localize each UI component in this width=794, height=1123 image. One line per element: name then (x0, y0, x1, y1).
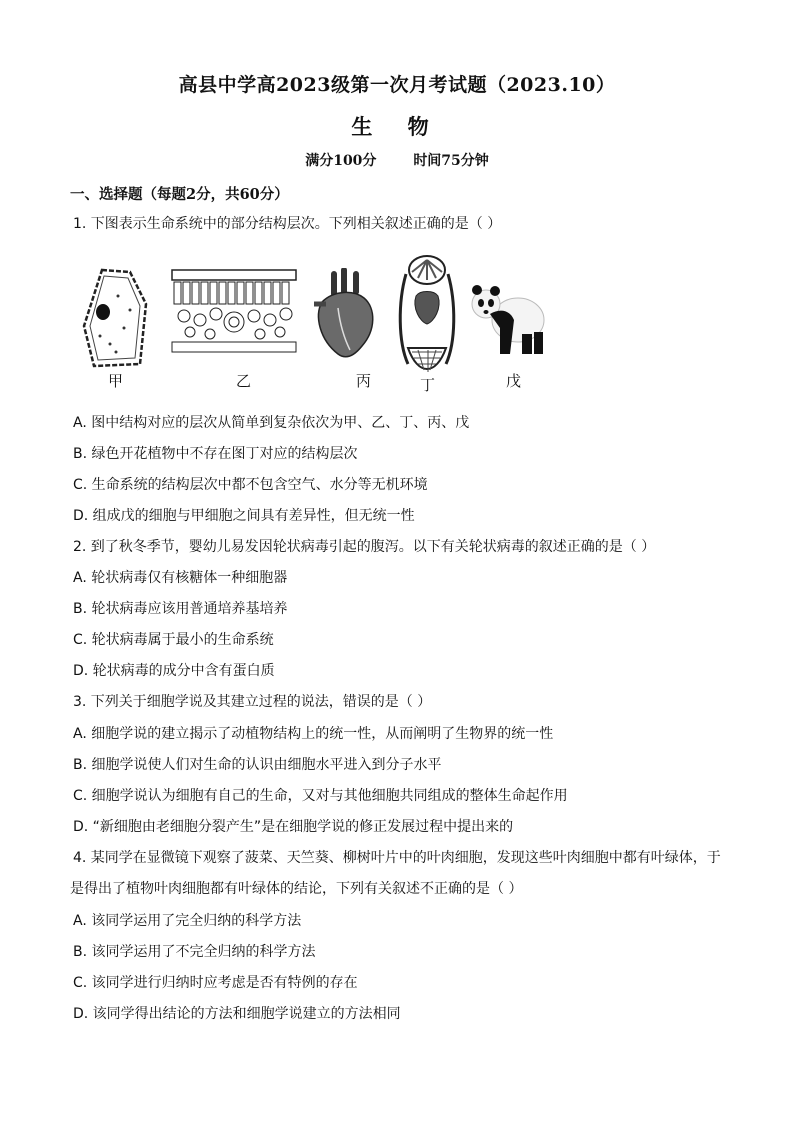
question-1-option-a: A. 图中结构对应的层次从简单到复杂依次为甲、乙、丁、丙、戊 (73, 415, 470, 431)
panda-icon (470, 278, 550, 358)
question-4-option-b: B. 该同学运用了不完全归纳的科学方法 (73, 944, 316, 960)
question-4-stem-line-2: 是得出了植物叶肉细胞都有叶绿体的结论，下列有关叙述不正确的是（ ） (70, 881, 523, 897)
question-2-option-a: A. 轮状病毒仅有核糖体一种细胞器 (73, 570, 288, 586)
structure-levels-figure (80, 252, 560, 394)
question-4-stem-line-1: 4. 某同学在显微镜下观察了菠菜、天竺葵、柳树叶片中的叶肉细胞，发现这些叶肉细胞中都有叶绿体，于 (73, 850, 721, 866)
question-4-option-d: D. 该同学得出结论的方法和细胞学说建立的方法相同 (73, 1006, 401, 1022)
figure-label-yi: 乙 (236, 372, 252, 390)
plant-cell-icon (80, 266, 150, 370)
question-3-option-c: C. 细胞学说认为细胞有自己的生命，又对与其他细胞共同组成的整体生命起作用 (73, 788, 568, 804)
figure-label-bing: 丙 (356, 372, 372, 390)
question-1-stem: 1. 下图表示生命系统中的部分结构层次。下列相关叙述正确的是（ ） (73, 216, 502, 232)
question-2-option-d: D. 轮状病毒的成分中含有蛋白质 (73, 663, 275, 679)
circulatory-system-icon (398, 252, 456, 382)
figure-label-jia: 甲 (108, 372, 124, 390)
heart-icon (310, 268, 382, 364)
score-time-line (0, 150, 794, 170)
question-3-stem: 3. 下列关于细胞学说及其建立过程的说法，错误的是（ ） (73, 694, 432, 710)
figure-label-ding: 丁 (420, 376, 436, 394)
question-1-option-b: B. 绿色开花植物中不存在图丁对应的结构层次 (73, 446, 358, 462)
question-2-option-c: C. 轮状病毒属于最小的生命系统 (73, 632, 274, 648)
question-1-option-d: D. 组成戊的细胞与甲细胞之间具有差异性，但无统一性 (73, 508, 415, 524)
question-3-option-a: A. 细胞学说的建立揭示了动植物结构上的统一性，从而阐明了生物界的统一性 (73, 726, 554, 742)
question-3-option-b: B. 细胞学说使人们对生命的认识由细胞水平进入到分子水平 (73, 757, 442, 773)
full-score: 满分100分 (305, 153, 377, 169)
subject-title: 生 物 (351, 114, 443, 139)
question-4-option-c: C. 该同学进行归纳时应考虑是否有特例的存在 (73, 975, 358, 991)
question-4-option-a: A. 该同学运用了完全归纳的科学方法 (73, 913, 302, 929)
exam-time: 时间75分钟 (413, 153, 489, 169)
question-1-option-c: C. 生命系统的结构层次中都不包含空气、水分等无机环境 (73, 477, 428, 493)
question-2-stem: 2. 到了秋冬季节，婴幼儿易发因轮状病毒引起的腹泻。以下有关轮状病毒的叙述正确的是（ ） (73, 539, 656, 555)
figure-label-wu: 戊 (506, 372, 522, 390)
leaf-tissue-icon (170, 268, 298, 356)
exam-title: 高县中学高2023级第一次月考试题（2023.10） (178, 74, 616, 96)
question-2-option-b: B. 轮状病毒应该用普通培养基培养 (73, 601, 288, 617)
question-3-option-d: D. “新细胞由老细胞分裂产生”是在细胞学说的修正发展过程中提出来的 (73, 819, 514, 835)
section-heading: 一、选择题（每题2分，共60分） (70, 186, 289, 203)
